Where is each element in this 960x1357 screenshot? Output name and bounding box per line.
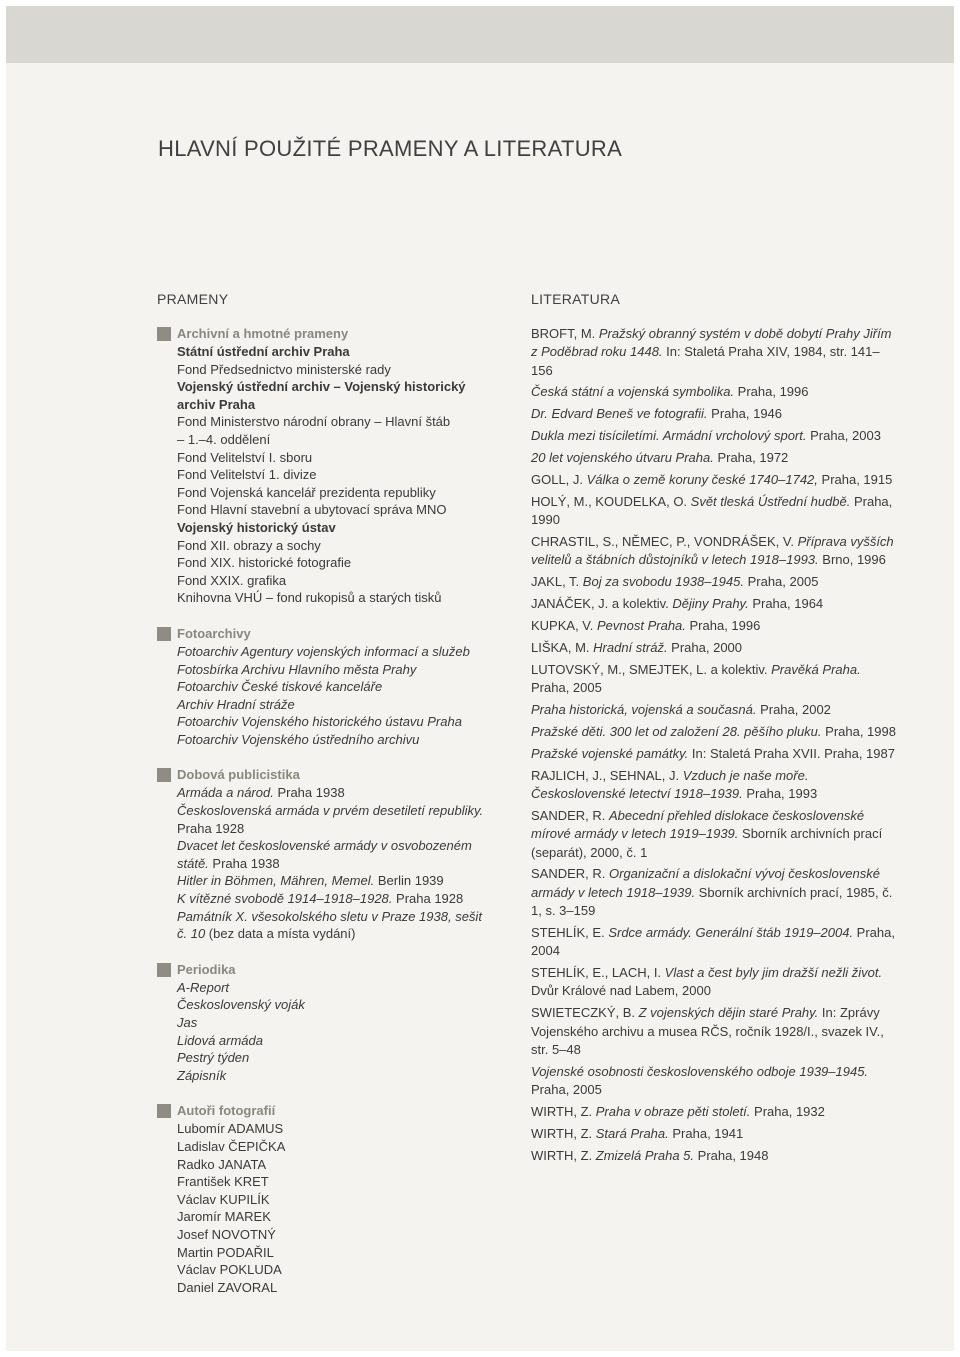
literature-entry: JAKL, T. Boj za svobodu 1938–1945. Praha, 2005 [531,574,819,590]
literature-entry: Pražské děti. 300 let od založení 28. pěšího pluku. Praha, 1998 [531,723,896,739]
source-entry: Vojenský ústřední archiv – Vojenský historický [177,379,466,395]
source-section [157,325,502,607]
source-entry: Fond XII. obrazy a sochy [177,537,321,553]
literature-entry: BROFT, M. Pražský obranný systém v době dobytí Prahy Jiřím z Poděbrad roku 1448. In: Staletá Praha XIV, 1984, str. 141–156 [531,326,892,378]
source-entry: Praha 1928 [177,820,245,836]
source-entry: Josef NOVOTNÝ [177,1226,276,1242]
source-entry: František KRET [177,1174,269,1190]
source-entry: Ladislav ČEPIČKA [177,1138,286,1154]
source-entry: Hitler in Böhmen, Mähren, Memel. Berlin 1939 [177,873,444,889]
literature-column [531,325,901,1169]
literature-entry: LIŠKA, M. Hradní stráž. Praha, 2000 [531,639,743,655]
literature-entry: GOLL, J. Válka o země koruny české 1740–1742, Praha, 1915 [531,472,893,488]
source-section [157,766,502,942]
literature-entry: WIRTH, Z. Zmizelá Praha 5. Praha, 1948 [531,1147,769,1163]
source-section [157,961,502,1085]
section-heading [157,961,502,979]
literature-entry: STEHLÍK, E., LACH, I. Vlast a čest byly jim dražší nežli život. Dvůr Králové nad Labem, 2000 [531,965,883,999]
literature-entry: Dr. Edvard Beneš ve fotografii. Praha, 1946 [531,406,783,422]
source-entry: Lidová armáda [177,1032,263,1048]
literature-entry: SANDER, R. Organizační a dislokační vývoj československé armády v letech 1918–1939. Sborník archivních prací, 1985, č. 1, s. 3–159 [531,866,893,918]
literature-entry: SWIETECZKÝ, B. Z vojenských dějin staré Prahy. In: Zprávy Vojenského archivu a musea RČS, ročník 1928/I., svazek IV., str. 5–48 [531,1005,884,1057]
source-entry: Fotosbírka Archivu Hlavního města Prahy [177,661,417,677]
literature-entry: HOLÝ, M., KOUDELKA, O. Svět tleská Ústřední hudbě. Praha, 1990 [531,493,893,528]
source-entry: Vojenský historický ústav [177,519,336,535]
source-entry: Fond Velitelství 1. divize [177,467,317,483]
square-bullet-icon [157,627,171,641]
source-entry: Václav KUPILÍK [177,1191,270,1207]
source-entry: Památník X. všesokolského sletu v Praze 1938, sešit [177,908,482,924]
top-band [6,6,954,63]
literature-entry: Dukla mezi tisíciletími. Armádní vrcholový sport. Praha, 2003 [531,428,881,444]
source-entry: A-Report [177,979,230,995]
square-bullet-icon [157,963,171,977]
source-entry: Archiv Hradní stráže [177,696,295,712]
literature-entry: STEHLÍK, E. Srdce armády. Generální štáb 1919–2004. Praha, 2004 [531,924,895,959]
source-entry: Daniel ZAVORAL [177,1279,278,1295]
literature-entry: Vojenské osobnosti československého odboje 1939–1945. Praha, 2005 [531,1063,869,1098]
literature-heading: LITERATURA [531,291,621,307]
section-heading-label: Periodika [177,961,236,977]
section-heading-label: Autoři fotografií [177,1103,276,1119]
source-entry: Fond Ministerstvo národní obrany – Hlavní štáb [177,414,451,430]
square-bullet-icon [157,768,171,782]
source-entry: Fond XXIX. grafika [177,572,287,588]
section-heading [157,625,502,643]
source-entry: Fond Předsednictvo ministerské rady [177,361,391,377]
source-entry: Zápisník [177,1067,227,1083]
literature-entry: 20 let vojenského útvaru Praha. Praha, 1972 [531,450,789,466]
source-entry: Jaromír MAREK [177,1209,271,1225]
source-entry: Knihovna VHÚ – fond rukopisů a starých tisků [177,590,442,606]
source-entry: Fotoarchiv Vojenského historického ústavu Praha [177,714,462,730]
source-entry: Státní ústřední archiv Praha [177,344,350,359]
source-entry: Pestrý týden [177,1050,250,1066]
section-heading-label: Fotoarchivy [177,625,251,641]
section-heading [157,1102,502,1120]
source-entry: Fond Velitelství I. sboru [177,449,313,465]
sources-column [157,325,502,1314]
source-entry: Lubomír ADAMUS [177,1121,284,1137]
literature-entry: CHRASTIL, S., NĚMEC, P., VONDRÁŠEK, V. Příprava vyšších velitelů a štábních důstojníků v letech 1918–1993. Brno, 1996 [531,534,894,568]
section-heading-label: Archivní a hmotné prameny [177,326,349,341]
source-entry: Fotoarchiv Vojenského ústředního archivu [177,731,420,747]
source-section [157,1102,502,1296]
literature-entry: KUPKA, V. Pevnost Praha. Praha, 1996 [531,618,761,634]
source-entry: Armáda a národ. Praha 1938 [177,785,345,801]
section-heading [157,766,502,784]
source-entry: Fotoarchiv Agentury vojenských informací a služeb [177,643,470,659]
source-entry: Dvacet let československé armády v osvobozeném [177,838,472,854]
source-entry: Fotoarchiv České tiskové kanceláře [177,679,383,695]
source-entry: č. 10 (bez data a místa vydání) [177,926,356,942]
section-heading-label: Dobová publicistika [177,767,300,783]
source-entry: K vítězné svobodě 1914–1918–1928. Praha 1928 [177,891,464,907]
source-entry: Fond XIX. historické fotografie [177,555,352,571]
literature-entry: WIRTH, Z. Praha v obraze pěti století. Praha, 1932 [531,1103,825,1119]
source-entry: Československá armáda v prvém desetiletí republiky. [177,803,484,819]
literature-entry: JANÁČEK, J. a kolektiv. Dějiny Prahy. Praha, 1964 [531,596,824,612]
source-entry: Václav POKLUDA [177,1262,282,1278]
literature-entry: WIRTH, Z. Stará Praha. Praha, 1941 [531,1125,744,1141]
literature-entry: LUTOVSKÝ, M., SMEJTEK, L. a kolektiv. Pravěká Praha. Praha, 2005 [531,661,861,696]
literature-entry: RAJLICH, J., SEHNAL, J. Vzduch je naše moře. Československé letectví 1918–1939. Praha, 1993 [531,767,818,802]
source-entry: státě. Praha 1938 [177,855,280,871]
literature-entry: Praha historická, vojenská a současná. Praha, 2002 [531,702,831,718]
source-entry: Radko JANATA [177,1156,267,1172]
literature-entry: Česká státní a vojenská symbolika. Praha, 1996 [531,384,809,400]
source-entry: Jas [177,1015,198,1030]
literature-entry: Pražské vojenské památky. In: Staletá Praha XVII. Praha, 1987 [531,745,895,761]
source-entry: Fond Vojenská kancelář prezidenta republiky [177,484,436,500]
source-entry: archiv Praha [177,396,256,412]
source-entry: – 1.–4. oddělení [177,431,271,447]
source-entry: Martin PODAŘIL [177,1244,274,1260]
square-bullet-icon [157,1104,171,1118]
sources-heading: PRAMENY [157,291,229,307]
literature-entry: SANDER, R. Abecední přehled dislokace československé mírové armády v letech 1919–1939. Sborník archivních prací (separát), 2000, č. 1 [531,807,883,860]
page-title: HLAVNÍ POUŽITÉ PRAMENY A LITERATURA [158,136,623,161]
source-section [157,625,502,749]
section-heading [157,325,502,343]
source-entry: Fond Hlavní stavební a ubytovací správa MNO [177,502,447,518]
source-entry: Československý voják [177,997,305,1013]
square-bullet-icon [157,327,171,341]
